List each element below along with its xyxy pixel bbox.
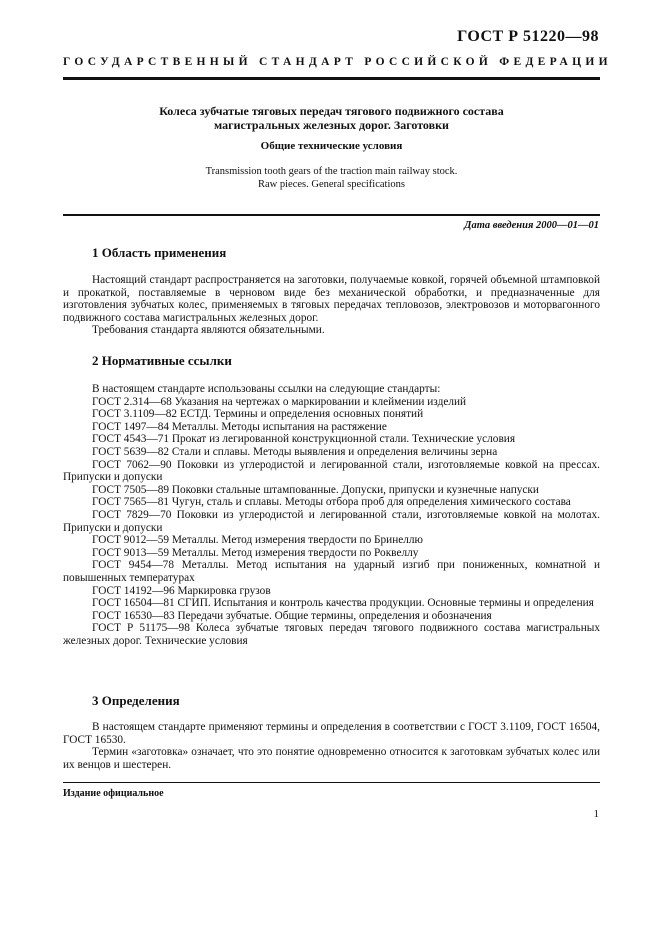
- section-heading-references: 2 Нормативные ссылки: [92, 353, 232, 368]
- paragraph: Настоящий стандарт распространяется на заготовки, получаемые ковкой, горячей объемной штамповкой и прокаткой, поставляемые в черновом виде без механической обработки, и предназначенные для изготовления зубчатых колес, применяемых в тяговых передачах тепловозов, электровозов и моторвагонного подвижного состава магистральных железных дорог.: [63, 274, 600, 324]
- section-body-references: [63, 383, 600, 647]
- reference-item: ГОСТ 3.1109—82 ЕСТД. Термины и определения основных понятий: [92, 408, 424, 421]
- page-number: 1: [593, 808, 599, 820]
- paragraph: В настоящем стандарте использованы ссылки на следующие стандарты:: [92, 383, 441, 395]
- section-body-scope: [63, 274, 600, 337]
- reference-item: ГОСТ 9013—59 Металлы. Метод измерения твердости по Роквеллу: [92, 546, 419, 559]
- reference-item: ГОСТ Р 51175—98 Колеса зубчатые тяговых передач тягового подвижного состава магистральных железных дорог. Технические условия: [63, 622, 600, 647]
- title-rule: [63, 214, 600, 216]
- reference-item: ГОСТ 7829—70 Поковки из углеродистой и легированной стали, изготовляемые ковкой на молотах. Припуски и допуски: [63, 508, 600, 534]
- reference-item: ГОСТ 2.314—68 Указания на чертежах о маркировании и клеймении изделий: [92, 395, 467, 408]
- english-title-line-2: Raw pieces. General specifications: [258, 179, 405, 190]
- state-standard-banner: ГОСУДАРСТВЕННЫЙ СТАНДАРТ РОССИЙСКОЙ ФЕДЕРАЦИИ: [63, 56, 612, 68]
- title-line-2: магистральных железных дорог. Заготовки: [214, 118, 449, 132]
- gost-code: ГОСТ Р 51220—98: [457, 28, 599, 45]
- section-heading-definitions: 3 Определения: [92, 693, 180, 708]
- english-title-line-1: Transmission tooth gears of the traction main railway stock.: [205, 166, 458, 177]
- intro-date: Дата введения 2000—01—01: [464, 220, 599, 231]
- reference-item: ГОСТ 7565—81 Чугун, сталь и сплавы. Методы отбора проб для определения химического состава: [92, 496, 571, 509]
- footer-rule: [63, 782, 600, 783]
- reference-item: ГОСТ 7062—90 Поковки из углеродистой и легированной стали, изготовляемые ковкой на прессах. Припуски и допуски: [63, 458, 600, 484]
- paragraph: Термин «заготовка» означает, что это понятие одновременно относится к заготовкам зубчатых колес или их венцов и шестерен.: [63, 746, 600, 771]
- reference-item: ГОСТ 5639—82 Стали и сплавы. Методы выявления и определения величины зерна: [92, 445, 498, 458]
- paragraph: Требования стандарта являются обязательными.: [92, 324, 325, 337]
- header-rule: [63, 77, 600, 80]
- document-title: [63, 104, 600, 132]
- section-body-definitions: [63, 721, 600, 771]
- reference-item: ГОСТ 4543—71 Прокат из легированной конструкционной стали. Технические условия: [92, 433, 516, 446]
- paragraph: В настоящем стандарте применяют термины и определения в соответствии с ГОСТ 3.1109, ГОСТ 16504, ГОСТ 16530.: [63, 721, 600, 746]
- title-line-1: Колеса зубчатые тяговых передач тягового подвижного состава: [159, 104, 504, 118]
- english-title: [63, 165, 600, 191]
- reference-item: ГОСТ 16530—83 Передачи зубчатые. Общие термины, определения и обозначения: [92, 609, 492, 622]
- document-subtitle: Общие технические условия: [260, 140, 403, 152]
- reference-item: ГОСТ 7505—89 Поковки стальные штампованные. Допуски, припуски и кузнечные напуски: [92, 483, 539, 496]
- reference-item: ГОСТ 9012—59 Металлы. Метод измерения твердости по Бринеллю: [92, 534, 423, 547]
- edition-label: Издание официальное: [63, 788, 164, 799]
- reference-item: ГОСТ 14192—96 Маркировка грузов: [92, 584, 271, 597]
- reference-item: ГОСТ 1497—84 Металлы. Методы испытания на растяжение: [92, 420, 387, 433]
- section-heading-scope: 1 Область применения: [92, 245, 227, 260]
- reference-item: ГОСТ 16504—81 СГИП. Испытания и контроль качества продукции. Основные термины и определения: [92, 597, 594, 610]
- reference-item: ГОСТ 9454—78 Металлы. Метод испытания на ударный изгиб при пониженных, комнатной и повышенных температурах: [63, 559, 600, 584]
